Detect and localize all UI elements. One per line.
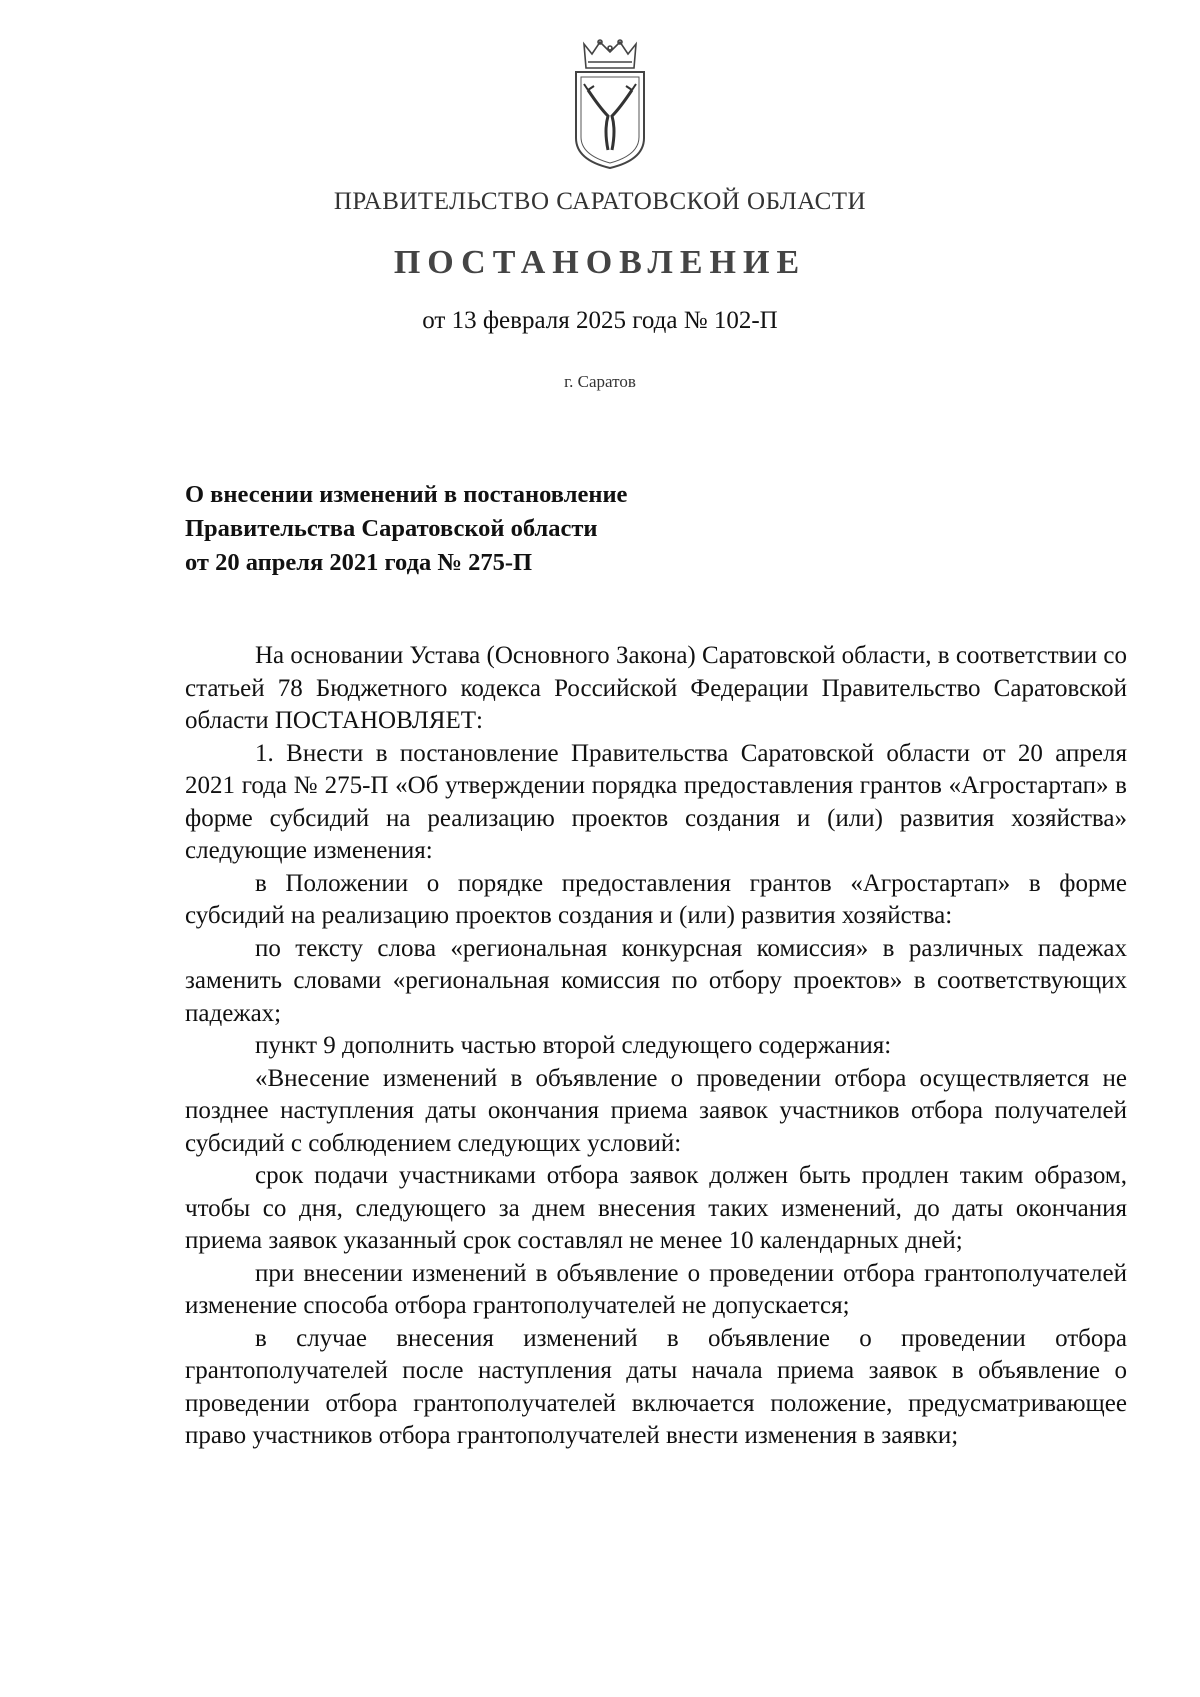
body-paragraph: «Внесение изменений в объявление о проведении отбора осуществляется не позднее наступления даты окончания приема заявок участников отбора получателей субсидий с соблюдением следующих условий: [185, 1064, 1127, 1157]
body-paragraph: На основании Устава (Основного Закона) Саратовской области, в соответствии со статьей 78 Бюджетного кодекса Российской Федерации Правительство Саратовской области ПОСТАНОВЛЯЕТ: [185, 642, 1127, 734]
body-paragraph: в Положении о порядке предоставления грантов «Агростартап» в форме субсидий на реализацию проектов создания и (или) развития хозяйства: [185, 869, 1127, 929]
body-paragraph: в случае внесения изменений в объявление о проведении отбора грантополучателей после наступления даты начала приема заявок в объявление о проведении отбора грантополучателей включается положение, предусматривающее право участников отбора грантополучателей внести изменения в заявки; [185, 1324, 1127, 1449]
document-date-number: от 13 февраля 2025 года № 102-П [422, 307, 778, 334]
body-paragraph: срок подачи участниками отбора заявок должен быть продлен таким образом, чтобы со дня, следующего за днем внесения таких изменений, до даты окончания приема заявок указанный срок составлял не менее 10 календарных дней; [185, 1162, 1127, 1254]
body-paragraph: 1. Внести в постановление Правительства Саратовской области от 20 апреля 2021 года № 275-П «Об утверждении порядка предоставления грантов «Агростартап» в форме субсидий на реализацию проектов создания и (или) развития хозяйства» следующие изменения: [185, 739, 1127, 864]
body-paragraph: по тексту слова «региональная конкурсная комиссия» в различных падежах заменить словами «региональная комиссия по отбору проектов» в соответствующих падежах; [185, 934, 1127, 1027]
subject-line: от 20 апреля 2021 года № 275-П [185, 549, 533, 576]
subject-line: Правительства Саратовской области [185, 515, 598, 542]
coat-of-arms-icon [570, 38, 650, 170]
government-name: ПРАВИТЕЛЬСТВО САРАТОВСКОЙ ОБЛАСТИ [333, 188, 867, 215]
body-paragraph: при внесении изменений в объявление о проведении отбора грантополучателей изменение способа отбора грантополучателей не допускается; [185, 1259, 1127, 1319]
document-subject [185, 478, 627, 580]
document-type: ПОСТАНОВЛЕНИЕ [393, 244, 807, 281]
body-paragraph: пункт 9 дополнить частью второй следующего содержания: [255, 1032, 892, 1059]
document-city: г. Саратов [564, 372, 636, 391]
document-body [185, 640, 1127, 1453]
subject-line: О внесении изменений в постановление [185, 481, 628, 508]
